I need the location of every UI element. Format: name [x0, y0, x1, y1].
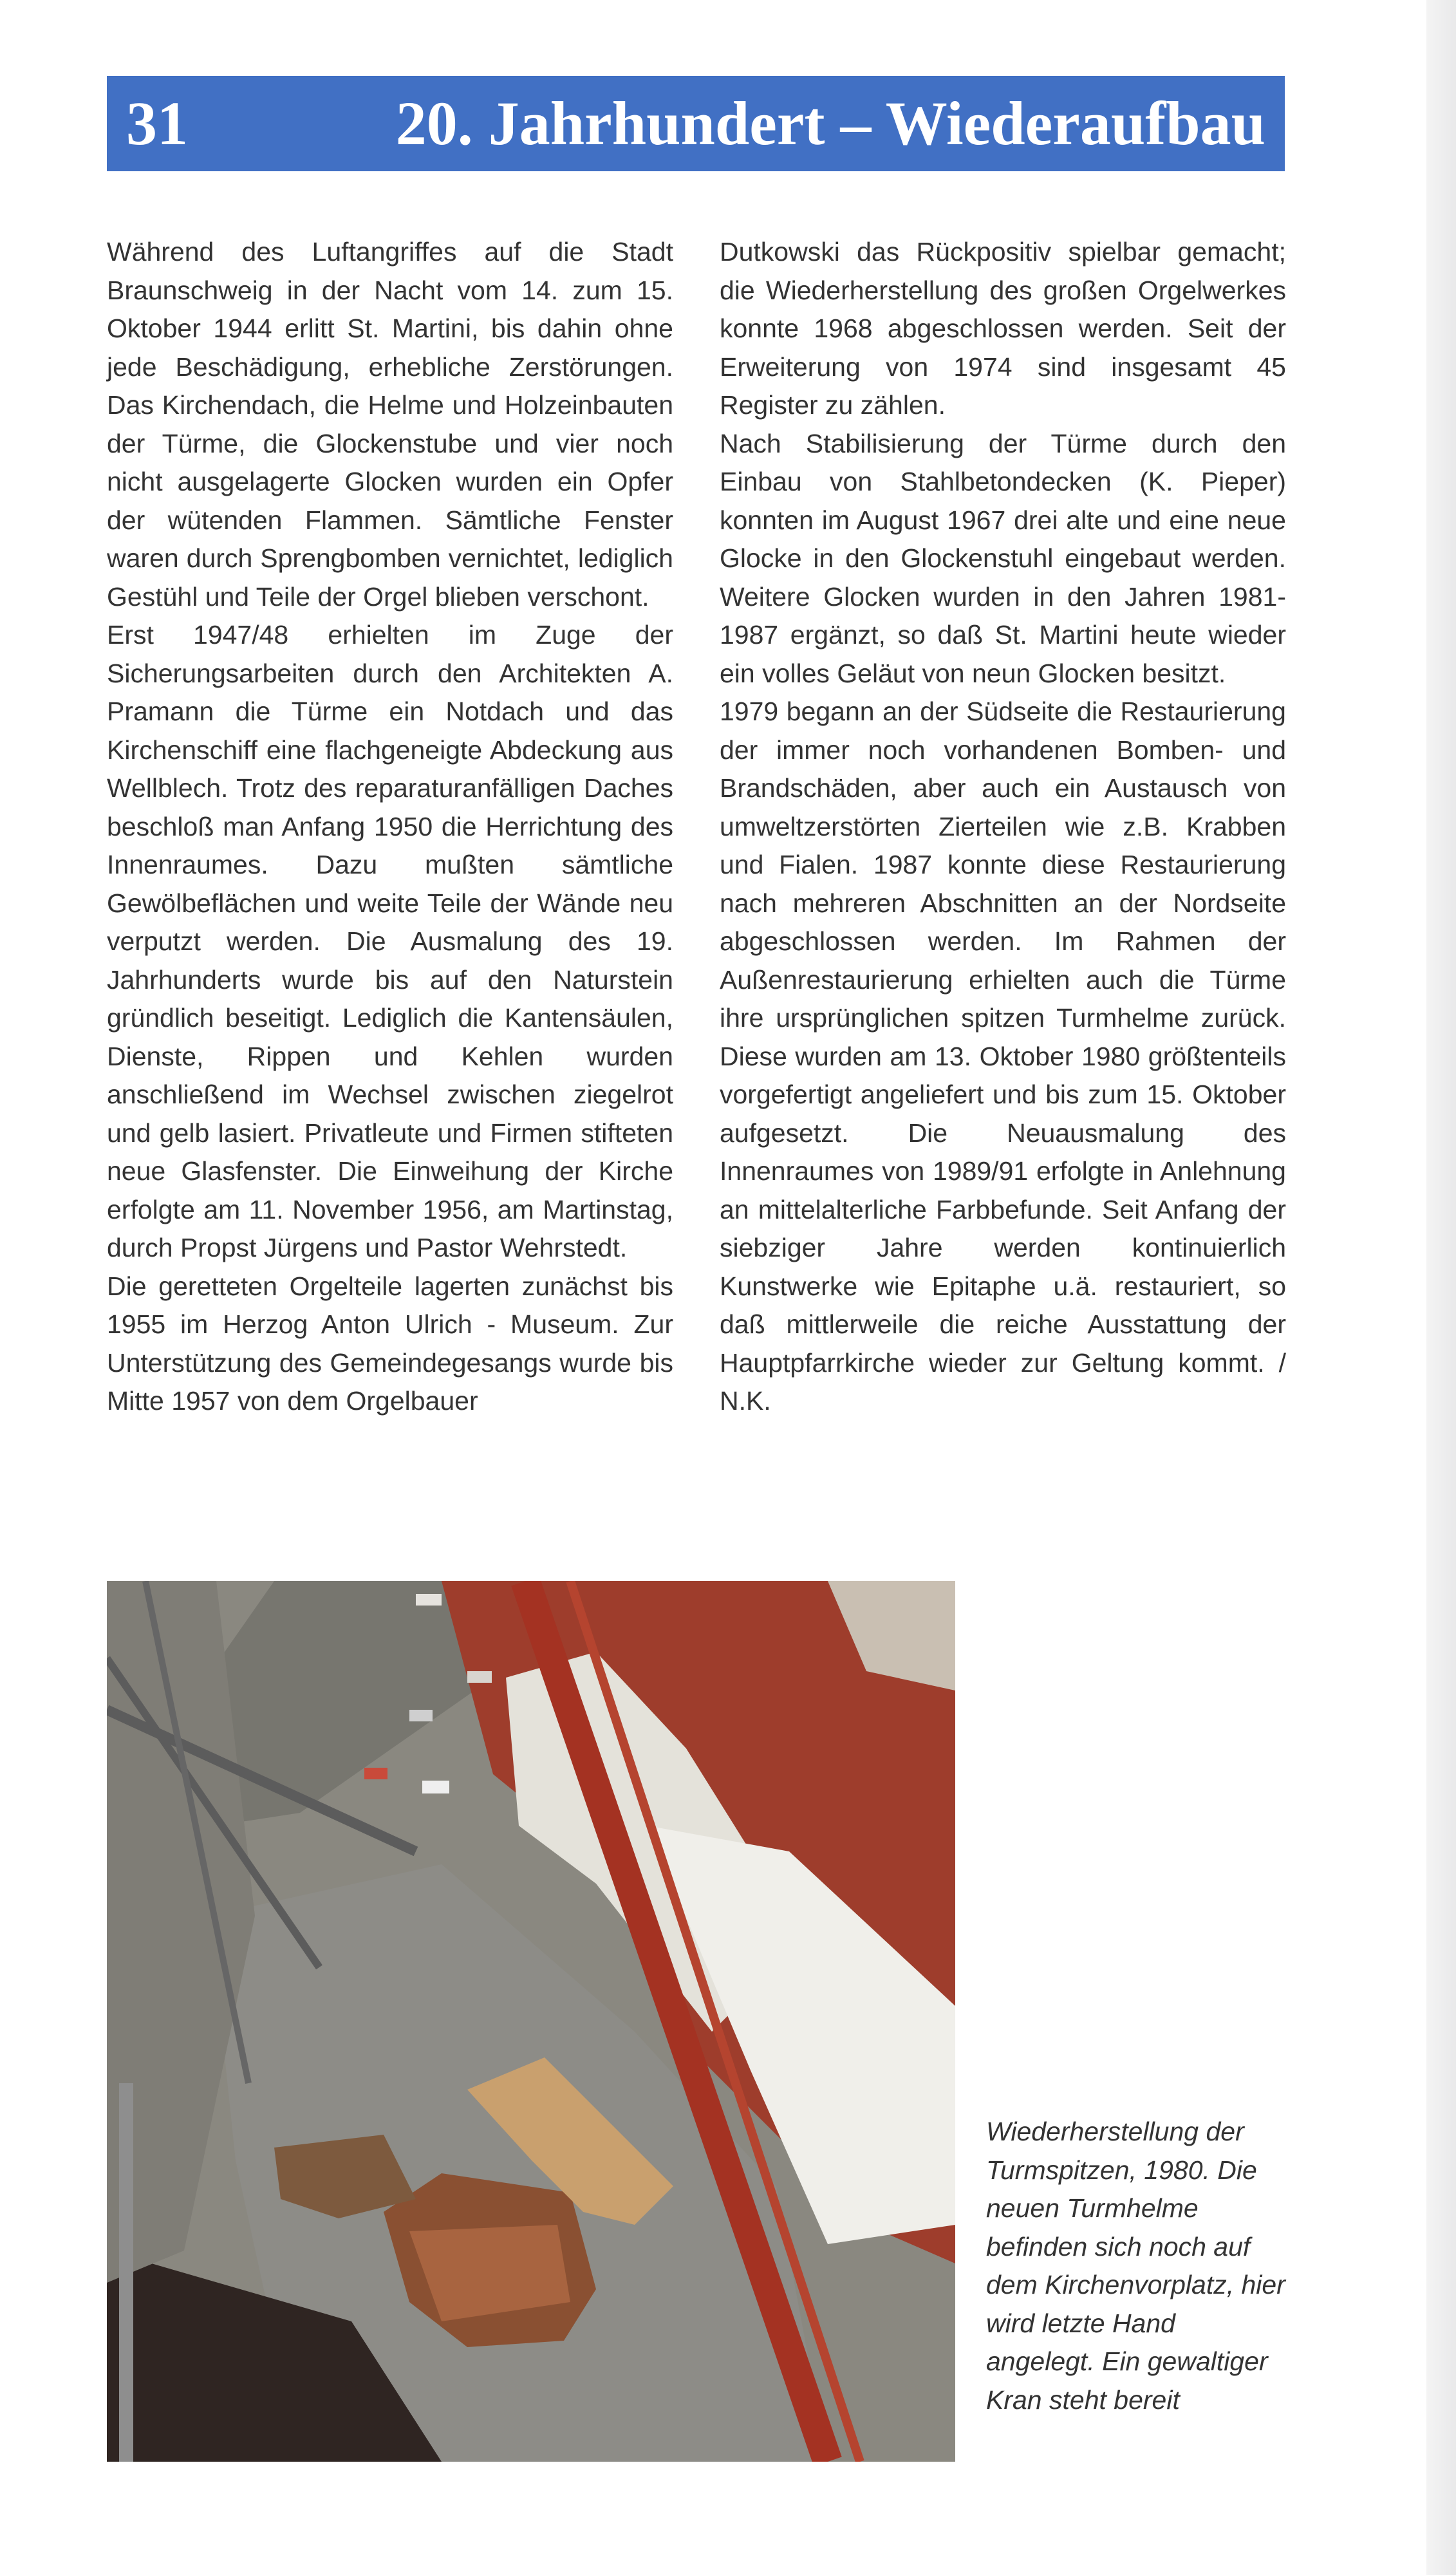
page-edge-shadow: [1426, 0, 1456, 2575]
paragraph: Die geretteten Orgelteile lagerten zunächst bis 1955 im Herzog Anton Ulrich - Museum. Zur Unterstützung des Gemeindegesangs wurde bis Mitte 1957 von dem Orgelbauer: [107, 1271, 673, 1416]
chapter-header-bar: [107, 76, 1285, 171]
text-column-right: [720, 233, 1286, 1421]
paragraph: Dutkowski das Rückpositiv spielbar gemacht; die Wiederherstellung des großen Orgelwerkes konnte 1968 abgeschlossen werden. Seit der Erweiterung von 1974 sind insgesamt 45 Register zu zählen.: [720, 237, 1286, 420]
paragraph: Nach Stabilisierung der Türme durch den Einbau von Stahlbetondecken (K. Pieper) konnten im August 1967 drei alte und eine neue Glocke in den Glockenstuhl eingebaut werden. Weitere Glocken wurden in den Jahren 1981-1987 ergänzt, so daß St. Martini heute wieder ein volles Geläut von neun Glocken besitzt.: [720, 428, 1286, 688]
construction-photo: [107, 1581, 955, 2462]
photo-caption: Wiederherstellung der Turmspitzen, 1980. Die neuen Turmhelme befinden sich noch auf dem Kirchenvorplatz, hier wird letzte Hand angelegt. Ein gewaltiger Kran steht bereit: [986, 2117, 1285, 2415]
chapter-title: 20. Jahrhundert – Wiederaufbau: [395, 89, 1265, 158]
page-number: 31: [126, 89, 188, 158]
paragraph: 1979 begann an der Südseite die Restaurierung der immer noch vorhandenen Bomben- und Brandschäden, aber auch ein Austausch von umweltzerstörten Zierteilen wie z.B. Krabben und Fialen. 1987 konnte diese Restaurierung nach mehreren Abschnitten an der Nordseite abgeschlossen werden. Im Rahmen der Außenrestaurierung erhielten auch die Türme ihre ursprünglichen spitzen Turmhelme zurück. Diese wurden am 13. Oktober 1980 größtenteils vorgefertigt angeliefert und bis zum 15. Oktober aufgesetzt. Die Neuausmalung des Innenraumes von 1989/91 erfolgte in Anlehnung an mittelalterliche Farbbefunde. Seit Anfang der siebziger Jahre werden kontinuierlich Kunstwerke wie Epitaphe u.ä. restauriert, so daß mittlerweile die reiche Ausstattung der Hauptpfarrkirche wieder zur Geltung kommt. / N.K.: [720, 697, 1286, 1416]
text-column-left: [107, 233, 673, 1421]
paragraph: Während des Luftangriffes auf die Stadt Braunschweig in der Nacht vom 14. zum 15. Oktober 1944 erlitt St. Martini, bis dahin ohne jede Beschädigung, erhebliche Zerstörungen. Das Kirchendach, die Helme und Holzeinbauten der Türme, die Glockenstube und vier noch nicht ausgelagerte Glocken wurden ein Opfer der wütenden Flammen. Sämtliche Fenster waren durch Sprengbomben vernichtet, lediglich Gestühl und Teile der Orgel blieben verschont.: [107, 237, 673, 612]
paragraph: Erst 1947/48 erhielten im Zuge der Sicherungsarbeiten durch den Architekten A. Pramann die Türme ein Notdach und das Kirchenschiff eine flachgeneigte Abdeckung aus Wellblech. Trotz des reparaturanfälligen Daches beschloß man Anfang 1950 die Herrichtung des Innenraumes. Dazu mußten sämtliche Gewölbeflächen und weite Teile der Wände neu verputzt werden. Die Ausmalung des 19. Jahrhunderts wurde bis auf den Naturstein gründlich beseitigt. Lediglich die Kantensäulen, Dienste, Rippen und Kehlen wurden anschließend im Wechsel zwischen ziegelrot und gelb lasiert. Privatleute und Firmen stifteten neue Glasfenster. Die Einweihung der Kirche erfolgte am 11. November 1956, am Martinstag, durch Propst Jürgens und Pastor Wehrstedt.: [107, 620, 673, 1262]
